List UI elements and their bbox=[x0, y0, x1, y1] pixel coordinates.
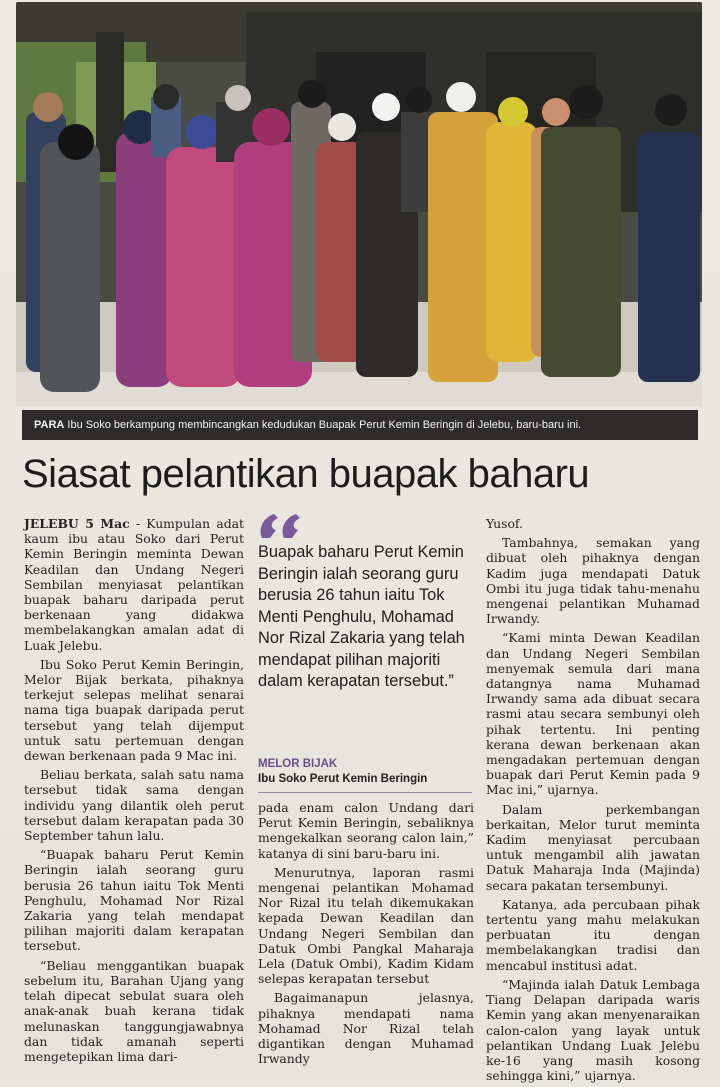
caption-text: Ibu Soko berkampung membincangkan kedudukan Buapak Perut Kemin Beringin di Jelebu, baru-baru ini. bbox=[64, 419, 582, 431]
article-column-3 bbox=[486, 516, 700, 1087]
paragraph-text: - Kumpulan adat kaum ibu atau Soko dari Perut Kemin Beringin meminta Dewan Keadilan dan Undang Negeri Sembilan menyiasat pelantikan buapak baharu daripada perut berkenaan yang didakwa membelakangkan amalan adat di Luak Jelebu. bbox=[24, 516, 244, 653]
quote-mark-icon bbox=[258, 512, 304, 544]
quote-attribution-role: Ibu Soko Perut Kemin Beringin bbox=[258, 773, 428, 785]
paragraph: Ibu Soko Perut Kemin Beringin, Melor Bijak berkata, pihaknya terkejut selepas melihat senarai nama tiga buapak daripada perut tersebut yang telah dijemput untuk satu pertemuan dengan dewan berkenaan pada 9 Mac ini. bbox=[24, 656, 244, 764]
paragraph: Katanya, ada percubaan pihak tertentu yang mahu melakukan perbuatan itu dengan membelakangkan tradisi dan mencabul institusi adat. bbox=[486, 896, 700, 973]
paragraph: Menurutnya, laporan rasmi mengenai pelantikan Mohamad Nor Rizal itu telah dikemukakan kepada Dewan Keadilan dan Undang Negeri Sembilan dan Datuk Ombi Pangkal Maharaja Lela (Datuk Ombi), Kadim Kidam selepas kerapatan tersebut bbox=[258, 864, 474, 987]
quote-attribution-name: MELOR BIJAK bbox=[258, 758, 338, 770]
paragraph: “Beliau menggantikan buapak sebelum itu, Barahan Ujang yang telah dipecat sebulat suara oleh anak-anak buah kerana tidak melunaskan tanggungjawabnya dan tidak amanah seperti mengetepikan lima dari- bbox=[24, 957, 244, 1064]
paragraph: “Buapak baharu Perut Kemin Beringin ialah seorang guru berusia 26 tahun iaitu Tok Menti Penghulu, Mohamad Nor Rizal Zakaria yang telah mendapat pilihan majoriti dalam kerapatan tersebut. bbox=[24, 847, 244, 954]
paragraph bbox=[24, 516, 244, 653]
paragraph: Yusof. bbox=[486, 516, 523, 531]
paragraph: Beliau berkata, salah satu nama tersebut tidak sama dengan individu yang dilantik oleh perut tersebut dalam kerapatan pada 30 September tahun lalu. bbox=[24, 767, 244, 844]
caption-lead: PARA bbox=[34, 419, 65, 431]
dateline: JELEBU 5 Mac bbox=[24, 516, 130, 531]
pull-quote: Buapak baharu Perut Kemin Beringin ialah seorang guru berusia 26 tahun iaitu Tok Menti Penghulu, Mohamad Nor Rizal Zakaria yang telah mendapat pilihan majoriti dalam kerapatan tersebut.” bbox=[258, 543, 465, 690]
article-column-2 bbox=[258, 800, 474, 1070]
paragraph: Bagaimanapun jelasnya, pihaknya mendapati nama Mohamad Nor Rizal telah digantikan dengan Muhamad Irwandy bbox=[258, 990, 474, 1067]
paragraph: “Kami minta Dewan Keadilan dan Undang Negeri Sembilan menyemak semula dari mana datangnya nama Muhamad Irwandy sama ada dibuat secara rasmi atau secara sembunyi oleh pihak tertentu. Ini penting kerana dewan berkenaan akan mengadakan pertemuan dengan buapak dari Perut Kemin pada 9 Mac ini,” ujarnya. bbox=[486, 630, 700, 798]
paragraph: Tambahnya, semakan yang dibuat oleh pihaknya dengan Kadim juga mendapati Datuk Ombi itu juga tidak tahu-menahu mengenai pelantikan Muhamad Irwandy. bbox=[486, 535, 700, 627]
paragraph: “Majinda ialah Datuk Lembaga Tiang Delapan daripada waris Kemin yang akan menyenaraikan calon-calon yang layak untuk pelantikan Undang Luak Jelebu ke-16 yang masih kosong sehingga kini,” ujarnya. bbox=[486, 976, 700, 1084]
group-photo bbox=[16, 2, 702, 406]
paragraph: pada enam calon Undang dari Perut Kemin Beringin, sebaliknya mengekalkan seorang calon lain,” katanya di sini baru-baru ini. bbox=[258, 800, 474, 861]
divider bbox=[258, 792, 472, 793]
photo-caption bbox=[22, 410, 698, 440]
headline: Siasat pelantikan buapak baharu bbox=[22, 452, 590, 496]
article-column-1 bbox=[24, 516, 244, 1068]
paragraph: Dalam perkembangan berkaitan, Melor turut meminta Kadim menyiasat percubaan untuk mengambil alih jawatan Datuk Maharaja Inda (Majinda) secara pakatan tersembunyi. bbox=[486, 801, 700, 893]
